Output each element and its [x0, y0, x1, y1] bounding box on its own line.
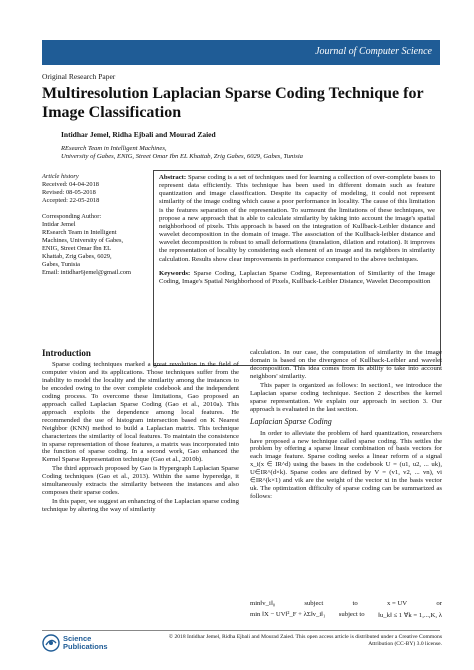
section-subheading: Laplacian Sparse Coding: [250, 416, 332, 426]
corresponding-line: Machines, University of Gabes,: [42, 237, 124, 244]
body-paragraph: calculation. In our case, the computation of similarity in the image domain is based on the divergence of Kullback-Leibler and wavelet decomposition. This idea comes from its ability to take into account neighbors' similarity.: [250, 349, 442, 380]
abstract: [159, 174, 435, 264]
eq2-subject: subject to: [338, 611, 365, 618]
keywords-text: Sparse Coding, Laplacian Sparse Coding, Representation of Similarity of the Image Coding, Image's Spatial Neighborhood of Pixels, Kullback-Leibler Distance, Wavelet Decomposition: [159, 269, 436, 285]
body-paragraph: In order to alleviate the problem of hard quantization, researchers have proposed a new technique called sparse coding. This settles the problem by offering a sparse linear combination of basis vectors for each image feature. Sparse coding seeks a linear reform of a signal x_i(x ∈ IR^d) using the bases in the codebook U = (u1, u2, ... uk), U∈IR^(d×k). Sparse codes are defined by V = (v1, v2, ... vn), vi ∈IR^(k×1) and vik are the weight of the vector xi in the basis vector uk. The optimization difficulty of sparse coding can be summarized as follows:: [250, 429, 442, 501]
accepted-date: Accepted: 22-05-2018: [42, 197, 100, 204]
corresponding-line: Gabes, Tunisia: [42, 261, 80, 268]
body-paragraph: This paper is organized as follows: In section1, we introduce the Laplacian sparse coding technique. Section 2 describes the kernel sparse representation. We explain our approach in section 3. Our approach is evaluated in the last section.: [250, 381, 442, 413]
corresponding-line: REsearch Team in Intelligent: [42, 229, 117, 236]
keywords: [159, 270, 435, 286]
body-paragraph: The third approach proposed by Gao is Hypergraph Laplacian Sparse Coding techniques (Gao et al., 2013). Within the same hyperedge, it simultaneously extracts the similarity between the instances and also composes their sparse codes.: [42, 465, 239, 497]
eq1-constraint: x = UV: [387, 600, 408, 607]
corresponding-line: ENIG, Street Omar Ibn EL: [42, 245, 112, 252]
publisher-logo: [42, 634, 108, 652]
affiliation-line: University of Gabes, ENIG, Street Omar Ibn EL Khattab, Zrig Gabes, 6029, Gabes, Tunisia: [61, 153, 303, 160]
corresponding-email: Email: intidhar6jemel@gmail.com: [42, 269, 131, 276]
right-column: [250, 349, 442, 502]
corresponding-line: Khattab, Zrig Gabes, 6029,: [42, 253, 112, 260]
article-info-column: [42, 173, 144, 277]
left-column: [42, 361, 239, 515]
history-heading: Article history: [42, 173, 79, 180]
body-paragraph: In this paper, we suggest an enhancing of the Laplacian sparse coding technique by altering the way of similarity: [42, 498, 239, 514]
eq1-or: or: [436, 600, 442, 607]
equation-1: [250, 598, 442, 609]
keywords-label: Keywords:: [159, 269, 191, 277]
equations: [250, 598, 442, 620]
body-paragraph: Sparse coding techniques marked a great revolution in the field of computer vision and its applications. Those techniques suffer from the inability to model the locality and the similarity among the instances to be encoded owing to the over complete codebook and the independent coding process. To overcome these limitations, Gao proposed an approach called Laplacian Sparse Coding (Gao et al., 2010a). This approach exploits the dependence among local features. He recommended the use of histogram intersection based on K Nearest Neighbor (KNN) method to build a Laplacian matrix. This technique characterizes the similarity of local features. To maintain the consistence in sparse representation of those features, a matrix was incorporated into the function of sparse coding. In a second work, Gao enhanced the Kernel Sparse Representation technique (Gao et al., 2010b).: [42, 361, 239, 464]
authors: Intidhar Jemel, Ridha Ejbali and Mourad Zaied: [61, 130, 216, 139]
abstract-label: Abstract:: [159, 174, 187, 181]
article-type: Original Research Paper: [42, 72, 116, 81]
journal-banner: [42, 40, 440, 65]
corresponding-line: Intidar Jemel: [42, 221, 76, 228]
revised-date: Revised: 08-05-2018: [42, 189, 96, 196]
corresponding-heading: Corresponding Author:: [42, 213, 102, 220]
eq1-to: to: [352, 600, 358, 607]
publisher-name-line: Publications: [63, 642, 108, 651]
eq2-objective: min ‖X − UV‖²_F + λΣ‖v_i‖₁: [250, 611, 326, 618]
copyright-line: Attribution (CC-BY) 3.0 license.: [368, 641, 442, 647]
abstract-box: [153, 170, 441, 366]
copyright-line: © 2018 Intidhar Jemel, Ridha Ejbali and Mourad Zaied. This open access article is distributed under a Creative Commons: [168, 634, 442, 640]
science-publications-icon: [42, 634, 60, 652]
publisher-name: [63, 635, 108, 651]
affiliation: [61, 145, 303, 161]
footer-divider: [42, 630, 440, 631]
publisher-name-line: Science: [63, 634, 92, 643]
journal-name: Journal of Computer Science: [315, 46, 432, 57]
affiliation-line: REsearch Team in Intelligent Machines,: [61, 145, 167, 152]
paper-title: Multiresolution Laplacian Sparse Coding Technique for Image Classification: [42, 85, 424, 121]
eq1-objective: min‖v_i‖₀: [250, 600, 276, 607]
introduction-heading: Introduction: [42, 348, 91, 358]
equation-2: [250, 609, 442, 620]
abstract-text: Sparse coding is a set of techniques used for learning a collection of over-complete bases to represent data efficiently. This technique has been used in different domain such as feature quantization and image classification. Despite its capacity of modeling, it could not represent similarity of the image coding which cause a poor performance in locality. The cause of this limitation is the features separation of the representation. To surmount the limitations of these techniques, we propose a new approach that is able to calculate similarity by taking into account the image's spatial neighborhood of pixels. This approach is based on the integration of Kullback-Leibler distance and wavelet decomposition in the domain of image. The association of the Kullback-leibler distance and wavelet decomposition is robust to small deformations (translation, dilation and rotation). It improves the representation of locality by considering each element of an image and its neighbors in similarity calculation. Results show clear improvements in performance compared to the above techniques.: [159, 174, 436, 263]
copyright-notice: [130, 634, 442, 648]
eq2-constraint: ‖u_k‖ ≤ 1 ∀k = 1,...,K, λ: [378, 611, 442, 619]
eq1-subject: subject: [304, 600, 324, 607]
received-date: Received: 04-04-2018: [42, 181, 99, 188]
